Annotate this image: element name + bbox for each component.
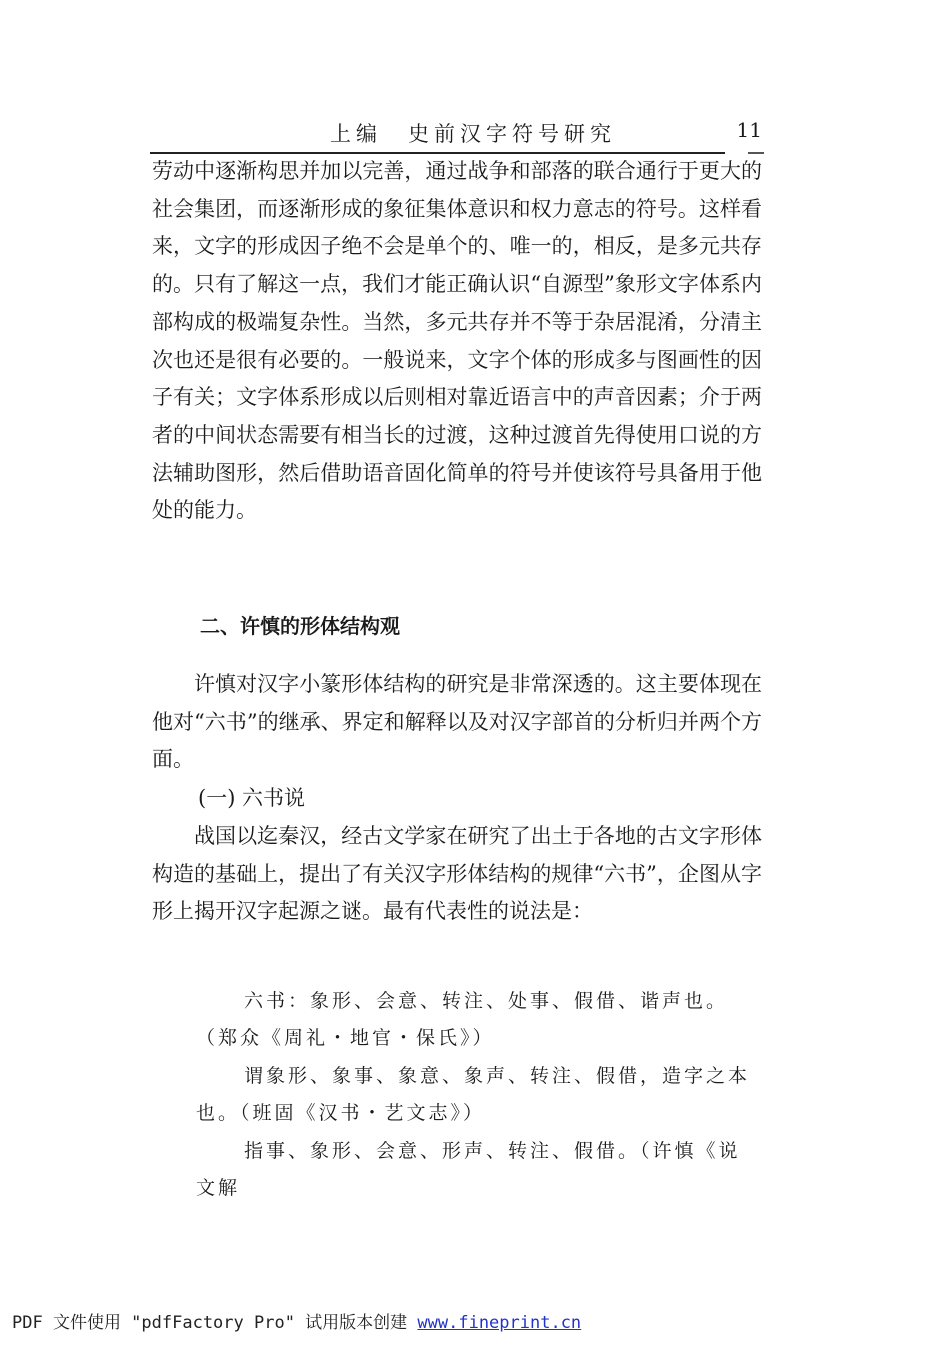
running-header (150, 114, 762, 156)
footer-text: PDF 文件使用 "pdfFactory Pro" 试用版本创建 (12, 1313, 418, 1333)
quote-text: 指事、象形、会意、形声、转注、假借。（许慎《说文解 (196, 1140, 741, 1199)
section-heading: 二、许慎的形体结构观 (200, 614, 400, 638)
body-paragraph: 劳动中逐渐构思并加以完善，通过战争和部落的联合通行于更大的社会集团，而逐渐形成的象征集体意识和权力意志的符号。这样看来，文字的形成因子绝不会是单个的、唯一的，相反，是多元共存的。只有了解这一点，我们才能正确认识“自源型”象形文字体系内部构成的极端复杂性。当然，多元共存并不等于杂居混淆，分清主次也还是很有必要的。一般说来，文字个体的形成多与图画性的因子有关；文字体系形成以后则相对靠近语言中的声音因素；介于两者的中间状态需要有相当长的过渡，这种过渡首先得使用口说的方法辅助图形，然后借助语音固化简单的符号并使该符号具备用于他处的能力。 (152, 159, 762, 523)
header-title: 上编 史前汉字符号研究 (330, 122, 616, 146)
footer-link[interactable]: www.fineprint.cn (417, 1313, 582, 1333)
quote-text: 六书：象形、会意、转注、处事、假借、谐声也。（郑众《周礼・地官・保氏》） (196, 990, 729, 1049)
intro-paragraph: 许慎对汉字小篆形体结构的研究是非常深透的。这主要体现在他对“六书”的继承、界定和解释以及对汉字部首的分析归并两个方面。 (152, 672, 762, 772)
paragraph-two: 战国以迄秦汉，经古文学家在研究了出土于各地的古文字形体构造的基础上，提出了有关汉字形体结构的规律“六书”，企图从字形上揭开汉字起源之谜。最有代表性的说法是： (152, 824, 762, 924)
pdf-footer (12, 1308, 581, 1333)
subheading-liushu: (一) 六书说 (198, 786, 306, 810)
page-number: 11 (736, 118, 762, 142)
quote-zheng-zhong (196, 983, 762, 1057)
quote-ban-gu (196, 1058, 762, 1132)
quote-xu-shen (196, 1133, 762, 1207)
quote-text: 谓象形、象事、象意、象声、转注、假借，造字之本也。（班固《汉书・艺文志》） (196, 1065, 751, 1124)
